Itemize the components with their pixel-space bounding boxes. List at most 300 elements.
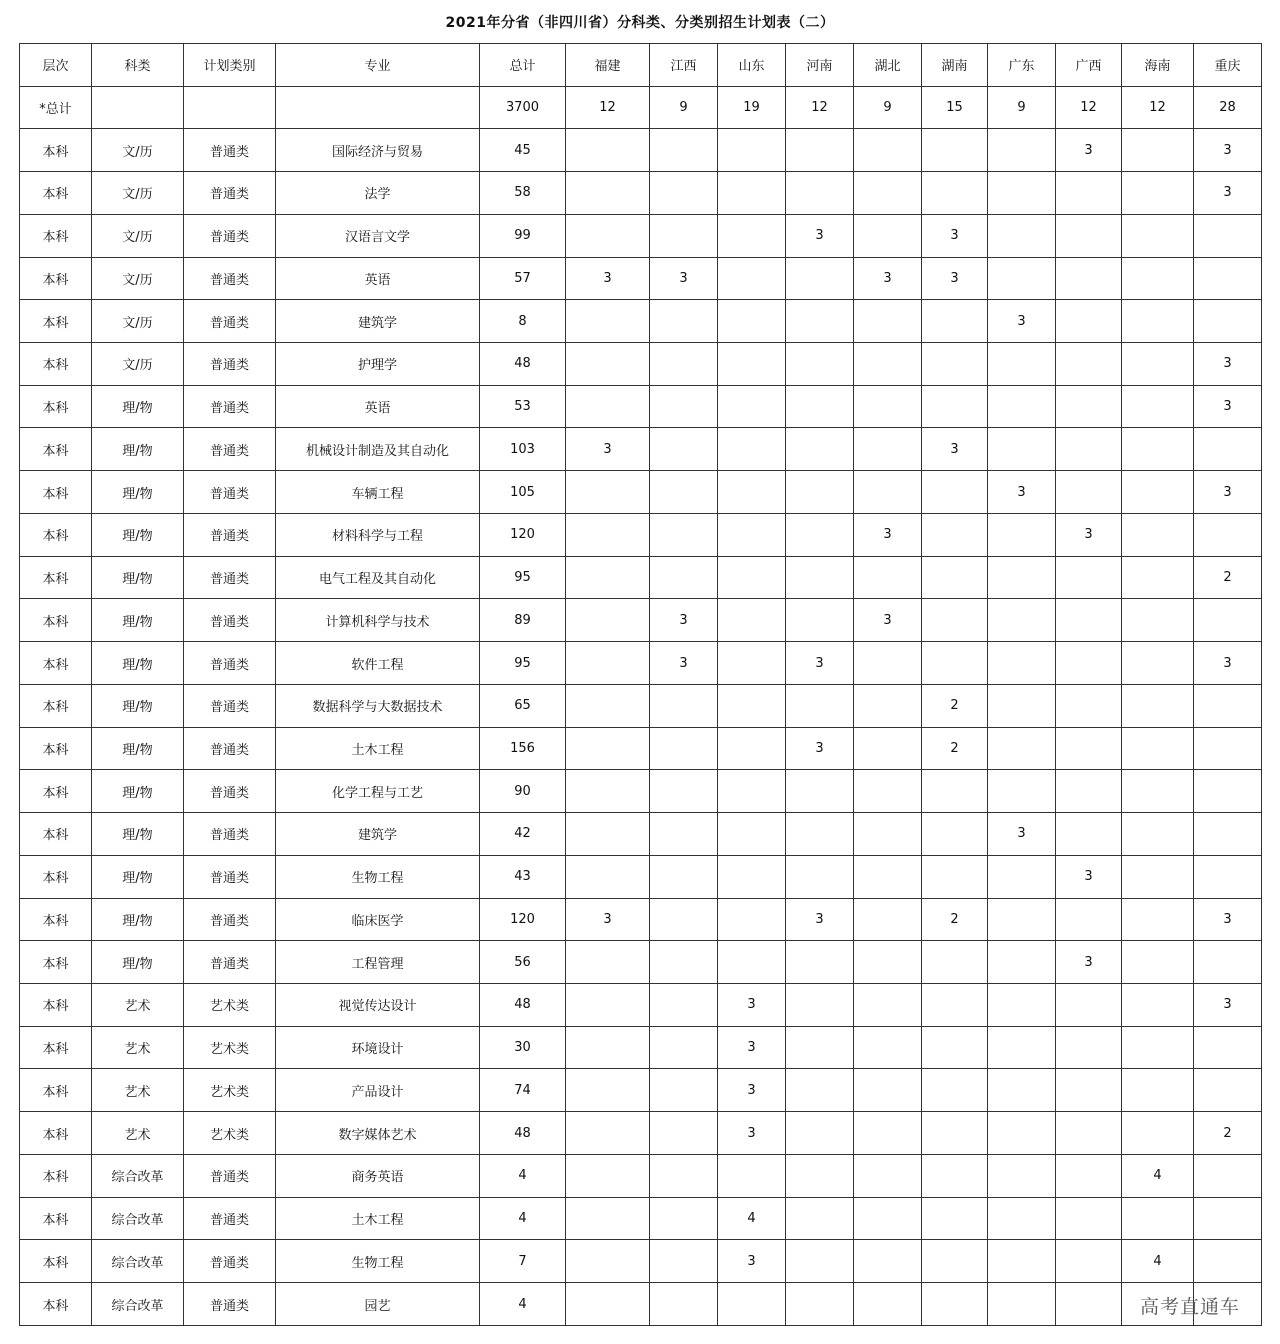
cell-henan — [786, 813, 854, 856]
cell-subject-category: 理/物 — [92, 642, 184, 685]
table-row — [20, 471, 1262, 514]
cell-guangdong — [988, 984, 1056, 1027]
cell-shandong: 4 — [718, 1197, 786, 1240]
cell-henan: 3 — [786, 642, 854, 685]
cell-chongqing — [1194, 855, 1262, 898]
cell-major: 软件工程 — [276, 642, 480, 685]
cell-major: 计算机科学与技术 — [276, 599, 480, 642]
table-row — [20, 300, 1262, 343]
cell-jiangxi — [650, 898, 718, 941]
cell-level: 本科 — [20, 898, 92, 941]
cell-hunan — [922, 1240, 988, 1283]
table-row — [20, 599, 1262, 642]
cell-hainan — [1122, 770, 1194, 813]
table-row — [20, 343, 1262, 386]
cell-guangdong — [988, 556, 1056, 599]
cell-major — [276, 86, 480, 129]
cell-jiangxi — [650, 513, 718, 556]
cell-shandong: 3 — [718, 1026, 786, 1069]
total-row — [20, 86, 1262, 129]
cell-hainan — [1122, 172, 1194, 215]
header-subject-category: 科类 — [92, 44, 184, 87]
cell-jiangxi — [650, 770, 718, 813]
cell-plan-type: 普通类 — [184, 1240, 276, 1283]
cell-shandong: 3 — [718, 984, 786, 1027]
cell-guangdong — [988, 1240, 1056, 1283]
cell-fujian — [566, 855, 650, 898]
cell-hainan — [1122, 1112, 1194, 1155]
cell-hubei — [854, 727, 922, 770]
table-row — [20, 428, 1262, 471]
cell-guangdong: 9 — [988, 86, 1056, 129]
cell-henan — [786, 343, 854, 386]
cell-hunan — [922, 471, 988, 514]
cell-fujian — [566, 1197, 650, 1240]
cell-major: 法学 — [276, 172, 480, 215]
cell-guangdong — [988, 1026, 1056, 1069]
cell-hubei — [854, 984, 922, 1027]
table-body — [20, 86, 1262, 1325]
cell-chongqing — [1194, 513, 1262, 556]
cell-fujian — [566, 1112, 650, 1155]
cell-level: 本科 — [20, 770, 92, 813]
cell-hunan: 3 — [922, 214, 988, 257]
cell-subject-category: 理/物 — [92, 727, 184, 770]
cell-guangxi — [1056, 172, 1122, 215]
table-row — [20, 1154, 1262, 1197]
cell-subject-category: 文/历 — [92, 129, 184, 172]
cell-total: 7 — [480, 1240, 566, 1283]
cell-jiangxi — [650, 428, 718, 471]
cell-level: 本科 — [20, 556, 92, 599]
table-row — [20, 642, 1262, 685]
cell-hunan: 2 — [922, 684, 988, 727]
cell-major: 机械设计制造及其自动化 — [276, 428, 480, 471]
table-row — [20, 129, 1262, 172]
cell-level: 本科 — [20, 1069, 92, 1112]
cell-fujian — [566, 214, 650, 257]
cell-fujian: 3 — [566, 898, 650, 941]
cell-plan-type: 普通类 — [184, 1197, 276, 1240]
cell-hunan — [922, 556, 988, 599]
cell-plan-type: 普通类 — [184, 1154, 276, 1197]
cell-hainan — [1122, 1026, 1194, 1069]
cell-henan — [786, 513, 854, 556]
cell-hubei — [854, 471, 922, 514]
cell-subject-category: 综合改革 — [92, 1283, 184, 1326]
cell-guangdong — [988, 257, 1056, 300]
cell-guangdong: 3 — [988, 300, 1056, 343]
cell-chongqing: 28 — [1194, 86, 1262, 129]
cell-hubei: 9 — [854, 86, 922, 129]
cell-hainan — [1122, 684, 1194, 727]
cell-hubei — [854, 385, 922, 428]
cell-subject-category: 文/历 — [92, 343, 184, 386]
cell-major: 临床医学 — [276, 898, 480, 941]
cell-level: 本科 — [20, 172, 92, 215]
table-row — [20, 898, 1262, 941]
cell-plan-type: 普通类 — [184, 898, 276, 941]
cell-level: 本科 — [20, 1197, 92, 1240]
cell-fujian — [566, 813, 650, 856]
cell-hainan: 4 — [1122, 1154, 1194, 1197]
cell-guangxi — [1056, 1197, 1122, 1240]
cell-guangxi — [1056, 385, 1122, 428]
cell-hunan: 3 — [922, 428, 988, 471]
cell-guangdong — [988, 214, 1056, 257]
cell-guangxi — [1056, 214, 1122, 257]
cell-hubei — [854, 855, 922, 898]
cell-fujian — [566, 1069, 650, 1112]
table-row — [20, 813, 1262, 856]
cell-major: 建筑学 — [276, 300, 480, 343]
cell-hainan — [1122, 642, 1194, 685]
cell-fujian — [566, 513, 650, 556]
cell-chongqing — [1194, 727, 1262, 770]
cell-fujian — [566, 984, 650, 1027]
cell-hainan — [1122, 984, 1194, 1027]
cell-total: 8 — [480, 300, 566, 343]
header-total: 总计 — [480, 44, 566, 87]
cell-total: 105 — [480, 471, 566, 514]
cell-subject-category: 理/物 — [92, 513, 184, 556]
cell-shandong — [718, 214, 786, 257]
cell-guangxi: 3 — [1056, 129, 1122, 172]
table-row — [20, 984, 1262, 1027]
cell-subject-category: 艺术 — [92, 984, 184, 1027]
cell-major: 电气工程及其自动化 — [276, 556, 480, 599]
cell-plan-type: 普通类 — [184, 471, 276, 514]
cell-subject-category: 理/物 — [92, 855, 184, 898]
cell-major: 土木工程 — [276, 1197, 480, 1240]
cell-guangdong — [988, 129, 1056, 172]
cell-chongqing — [1194, 1069, 1262, 1112]
cell-guangdong: 3 — [988, 471, 1056, 514]
cell-hainan — [1122, 599, 1194, 642]
cell-fujian — [566, 770, 650, 813]
cell-henan — [786, 129, 854, 172]
cell-hunan: 3 — [922, 257, 988, 300]
cell-level: 本科 — [20, 513, 92, 556]
cell-level: 本科 — [20, 727, 92, 770]
cell-jiangxi — [650, 556, 718, 599]
cell-guangxi — [1056, 642, 1122, 685]
table-row — [20, 1197, 1262, 1240]
cell-total: 48 — [480, 343, 566, 386]
cell-henan — [786, 1197, 854, 1240]
header-shandong: 山东 — [718, 44, 786, 87]
cell-hunan — [922, 1154, 988, 1197]
cell-shandong: 3 — [718, 1240, 786, 1283]
cell-guangxi: 12 — [1056, 86, 1122, 129]
cell-subject-category: 理/物 — [92, 599, 184, 642]
cell-fujian — [566, 727, 650, 770]
cell-hunan — [922, 129, 988, 172]
cell-total: 42 — [480, 813, 566, 856]
cell-jiangxi — [650, 471, 718, 514]
cell-hunan — [922, 343, 988, 386]
cell-hainan — [1122, 727, 1194, 770]
cell-hunan — [922, 770, 988, 813]
cell-chongqing — [1194, 1197, 1262, 1240]
table-row — [20, 1026, 1262, 1069]
cell-hubei — [854, 1069, 922, 1112]
cell-guangxi — [1056, 684, 1122, 727]
cell-major: 数据科学与大数据技术 — [276, 684, 480, 727]
table-row — [20, 855, 1262, 898]
cell-shandong — [718, 898, 786, 941]
cell-shandong — [718, 300, 786, 343]
cell-chongqing — [1194, 941, 1262, 984]
cell-guangdong — [988, 385, 1056, 428]
cell-major: 土木工程 — [276, 727, 480, 770]
cell-henan — [786, 770, 854, 813]
cell-hubei — [854, 172, 922, 215]
cell-plan-type: 普通类 — [184, 770, 276, 813]
cell-henan — [786, 556, 854, 599]
cell-henan — [786, 1283, 854, 1326]
cell-hubei — [854, 1154, 922, 1197]
cell-chongqing — [1194, 813, 1262, 856]
cell-fujian: 3 — [566, 428, 650, 471]
cell-hunan: 2 — [922, 898, 988, 941]
cell-shandong — [718, 855, 786, 898]
cell-shandong: 19 — [718, 86, 786, 129]
header-plan-type: 计划类别 — [184, 44, 276, 87]
cell-fujian — [566, 684, 650, 727]
cell-hunan — [922, 1197, 988, 1240]
header-hainan: 海南 — [1122, 44, 1194, 87]
cell-hainan — [1122, 898, 1194, 941]
cell-guangxi — [1056, 1240, 1122, 1283]
cell-guangdong — [988, 642, 1056, 685]
cell-total: 48 — [480, 984, 566, 1027]
cell-hunan — [922, 855, 988, 898]
cell-jiangxi — [650, 385, 718, 428]
watermark-text: 高考直通车 — [1140, 1296, 1241, 1318]
cell-major: 产品设计 — [276, 1069, 480, 1112]
cell-guangxi — [1056, 984, 1122, 1027]
cell-chongqing: 3 — [1194, 385, 1262, 428]
cell-jiangxi — [650, 984, 718, 1027]
cell-fujian — [566, 1026, 650, 1069]
cell-level: 本科 — [20, 1026, 92, 1069]
cell-henan — [786, 1069, 854, 1112]
cell-chongqing: 3 — [1194, 984, 1262, 1027]
cell-total: 95 — [480, 642, 566, 685]
cell-chongqing — [1194, 214, 1262, 257]
table-row — [20, 257, 1262, 300]
cell-guangdong — [988, 172, 1056, 215]
cell-major: 化学工程与工艺 — [276, 770, 480, 813]
cell-fujian — [566, 343, 650, 386]
cell-level: 本科 — [20, 129, 92, 172]
cell-shandong — [718, 385, 786, 428]
cell-henan — [786, 1026, 854, 1069]
cell-henan — [786, 172, 854, 215]
cell-hainan — [1122, 813, 1194, 856]
cell-major: 工程管理 — [276, 941, 480, 984]
cell-hubei — [854, 684, 922, 727]
cell-plan-type: 普通类 — [184, 513, 276, 556]
cell-total: 90 — [480, 770, 566, 813]
cell-hubei — [854, 898, 922, 941]
cell-hubei — [854, 214, 922, 257]
cell-subject-category: 艺术 — [92, 1026, 184, 1069]
cell-shandong — [718, 129, 786, 172]
cell-chongqing — [1194, 257, 1262, 300]
cell-plan-type: 普通类 — [184, 813, 276, 856]
cell-fujian: 12 — [566, 86, 650, 129]
cell-hubei — [854, 813, 922, 856]
cell-major: 园艺 — [276, 1283, 480, 1326]
cell-level: 本科 — [20, 385, 92, 428]
cell-guangxi — [1056, 727, 1122, 770]
cell-shandong — [718, 1283, 786, 1326]
cell-guangxi — [1056, 1112, 1122, 1155]
cell-plan-type: 普通类 — [184, 343, 276, 386]
cell-hubei — [854, 1283, 922, 1326]
cell-jiangxi — [650, 1026, 718, 1069]
cell-plan-type: 普通类 — [184, 727, 276, 770]
cell-total: 89 — [480, 599, 566, 642]
cell-guangdong — [988, 1154, 1056, 1197]
cell-total: 103 — [480, 428, 566, 471]
cell-hunan — [922, 813, 988, 856]
cell-hainan: 4 — [1122, 1240, 1194, 1283]
cell-hunan — [922, 1112, 988, 1155]
table-header — [20, 44, 1262, 87]
cell-level: 本科 — [20, 984, 92, 1027]
header-hunan: 湖南 — [922, 44, 988, 87]
cell-hunan — [922, 984, 988, 1027]
document-title: 2021年分省（非四川省）分科类、分类别招生计划表（二） — [445, 15, 835, 31]
cell-subject-category: 理/物 — [92, 813, 184, 856]
cell-hunan — [922, 300, 988, 343]
cell-subject-category: 理/物 — [92, 471, 184, 514]
cell-subject-category: 文/历 — [92, 257, 184, 300]
cell-plan-type: 普通类 — [184, 257, 276, 300]
cell-subject-category: 综合改革 — [92, 1197, 184, 1240]
cell-guangdong — [988, 599, 1056, 642]
cell-total: 4 — [480, 1197, 566, 1240]
cell-total: 30 — [480, 1026, 566, 1069]
cell-hainan — [1122, 129, 1194, 172]
cell-plan-type: 普通类 — [184, 941, 276, 984]
cell-jiangxi — [650, 172, 718, 215]
cell-chongqing — [1194, 684, 1262, 727]
cell-guangdong: 3 — [988, 813, 1056, 856]
cell-hubei: 3 — [854, 513, 922, 556]
cell-hubei — [854, 428, 922, 471]
cell-henan — [786, 1240, 854, 1283]
cell-subject-category — [92, 86, 184, 129]
cell-plan-type: 普通类 — [184, 129, 276, 172]
cell-jiangxi — [650, 1197, 718, 1240]
cell-hunan — [922, 513, 988, 556]
cell-henan — [786, 941, 854, 984]
cell-hainan — [1122, 214, 1194, 257]
cell-chongqing: 3 — [1194, 898, 1262, 941]
cell-hubei — [854, 642, 922, 685]
cell-plan-type: 普通类 — [184, 642, 276, 685]
table-row — [20, 172, 1262, 215]
cell-guangxi — [1056, 1154, 1122, 1197]
cell-shandong — [718, 813, 786, 856]
cell-level: 本科 — [20, 813, 92, 856]
cell-plan-type: 普通类 — [184, 599, 276, 642]
header-henan: 河南 — [786, 44, 854, 87]
cell-henan: 3 — [786, 214, 854, 257]
cell-chongqing: 3 — [1194, 471, 1262, 514]
cell-jiangxi — [650, 300, 718, 343]
cell-chongqing: 3 — [1194, 642, 1262, 685]
header-row — [20, 44, 1262, 87]
cell-chongqing — [1194, 1240, 1262, 1283]
cell-hainan — [1122, 1197, 1194, 1240]
cell-fujian — [566, 599, 650, 642]
cell-hunan — [922, 1069, 988, 1112]
cell-hunan — [922, 599, 988, 642]
cell-plan-type: 艺术类 — [184, 1112, 276, 1155]
cell-shandong — [718, 343, 786, 386]
table-row — [20, 556, 1262, 599]
cell-fujian: 3 — [566, 257, 650, 300]
cell-guangxi — [1056, 898, 1122, 941]
cell-total: 120 — [480, 513, 566, 556]
cell-guangxi — [1056, 1283, 1122, 1326]
cell-plan-type: 普通类 — [184, 300, 276, 343]
cell-hubei — [854, 556, 922, 599]
cell-total: 4 — [480, 1283, 566, 1326]
cell-hainan — [1122, 471, 1194, 514]
cell-level: 本科 — [20, 1240, 92, 1283]
cell-henan — [786, 984, 854, 1027]
cell-hubei: 3 — [854, 257, 922, 300]
table-row — [20, 214, 1262, 257]
cell-level: 本科 — [20, 642, 92, 685]
table-row — [20, 1240, 1262, 1283]
table-row — [20, 1283, 1262, 1326]
cell-hubei — [854, 1112, 922, 1155]
cell-shandong — [718, 941, 786, 984]
cell-plan-type: 普通类 — [184, 1283, 276, 1326]
cell-hainan — [1122, 941, 1194, 984]
cell-subject-category: 理/物 — [92, 898, 184, 941]
cell-hunan — [922, 172, 988, 215]
cell-henan — [786, 1112, 854, 1155]
cell-hunan — [922, 941, 988, 984]
cell-hainan — [1122, 385, 1194, 428]
cell-guangdong — [988, 1283, 1056, 1326]
cell-level: 本科 — [20, 941, 92, 984]
cell-major: 数字媒体艺术 — [276, 1112, 480, 1155]
cell-major: 护理学 — [276, 343, 480, 386]
cell-henan — [786, 599, 854, 642]
cell-jiangxi — [650, 727, 718, 770]
cell-plan-type: 普通类 — [184, 385, 276, 428]
cell-guangdong — [988, 1112, 1056, 1155]
cell-plan-type: 艺术类 — [184, 1026, 276, 1069]
cell-jiangxi — [650, 343, 718, 386]
cell-fujian — [566, 1240, 650, 1283]
cell-hainan — [1122, 513, 1194, 556]
cell-henan — [786, 428, 854, 471]
cell-fujian — [566, 642, 650, 685]
table-row — [20, 385, 1262, 428]
cell-total: 58 — [480, 172, 566, 215]
cell-fujian — [566, 941, 650, 984]
